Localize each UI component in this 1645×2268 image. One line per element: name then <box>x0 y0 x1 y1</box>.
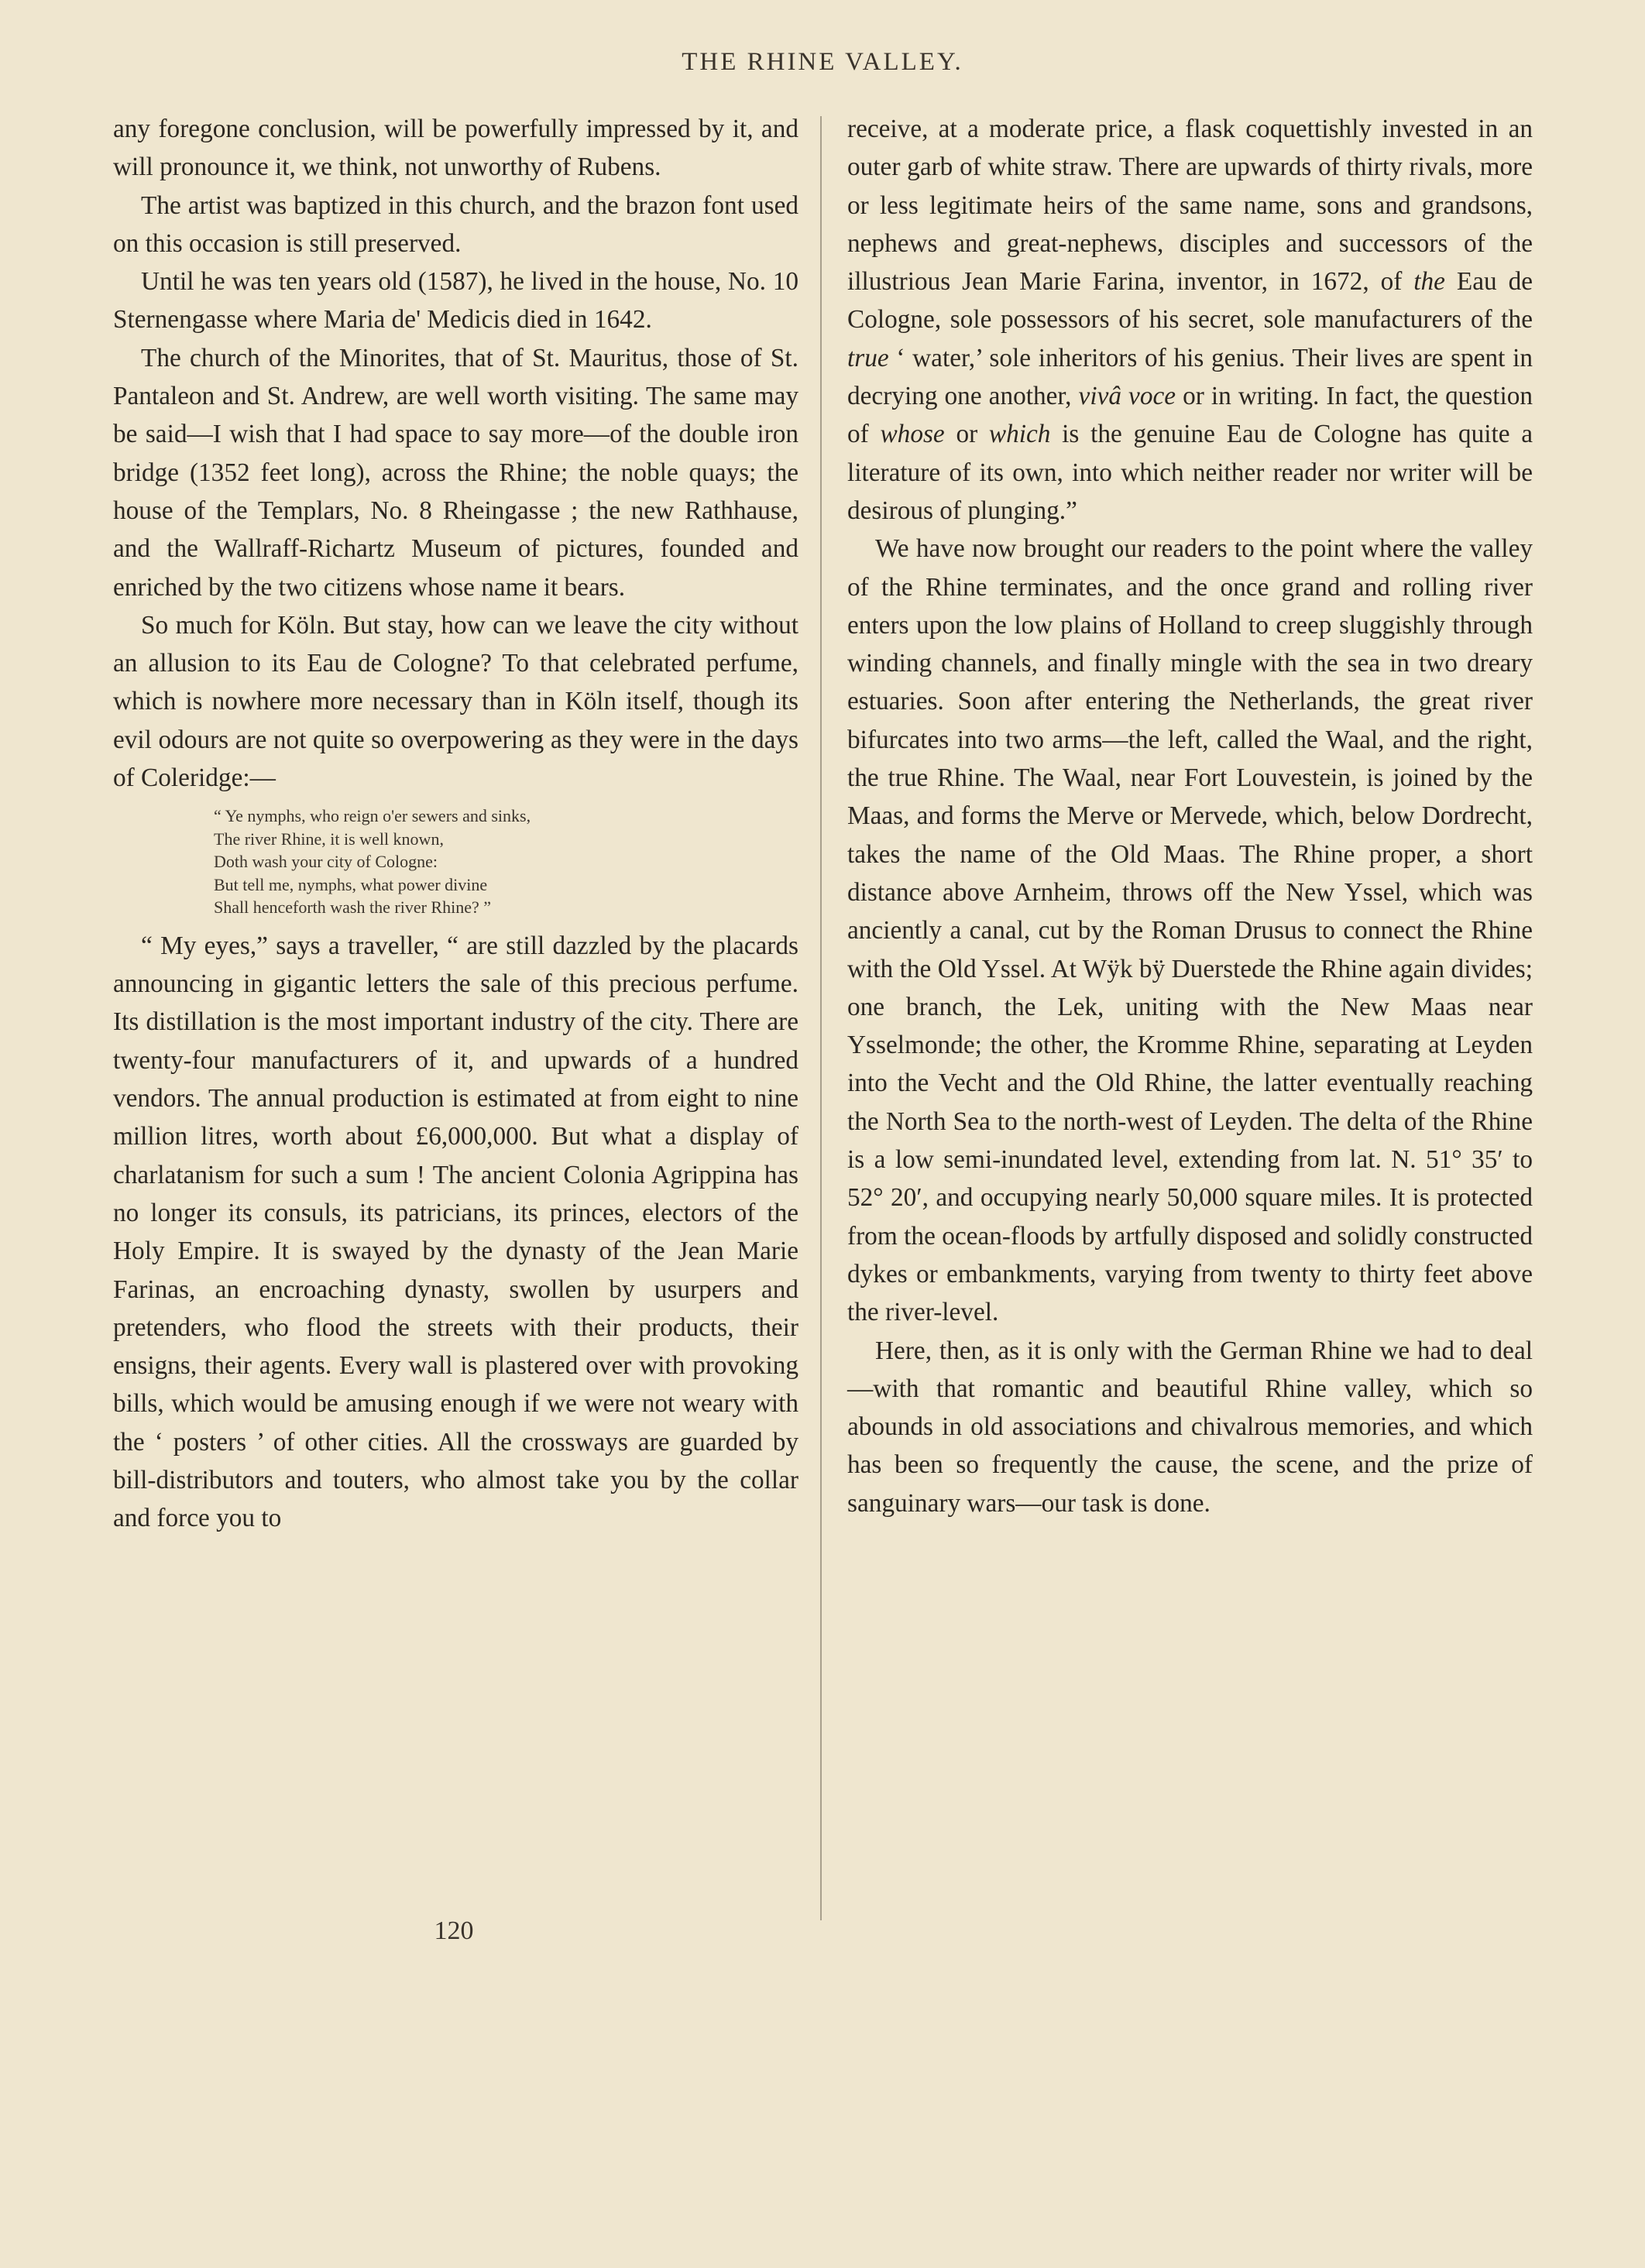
italic-text: whose <box>880 420 945 449</box>
paragraph: “ My eyes,” says a traveller, “ are still dazzled by the placards announcing in gigantic letters the sale of this precious perfume. Its distillation is the most important industry of the city. There are twenty-four manufacturers of it, and upwards of a hundred vendors. The annual production is estimated at from eight to nine million litres, worth about £6,000,000. But what a display of charlatanism for such a sum ! The ancient Colonia Agrippina has no longer its consuls, its patricians, its princes, electors of the Holy Empire. It is swayed by the dynasty of the Jean Marie Farinas, an encroaching dynasty, swollen by usurpers and pretenders, who flood the streets with their products, their ensigns, their agents. Every wall is plastered over with provoking bills, which would be amusing enough if we were not weary with the ‘ posters ’ of other cities. All the crossways are guarded by bill-distributors and touters, who almost take you by the collar and force you to <box>113 931 798 1533</box>
verse-line: The river Rhine, it is well known, <box>214 829 444 849</box>
text-run: receive, at a moderate price, a flask coquettishly invested in an outer garb of white straw. There are upwards of thirty rivals, more or less legitimate heirs of the same name, sons and grandsons, nephews and great-nephews, disciples and successors of the illustrious Jean Marie Farina, inventor, in 1672, of <box>847 115 1533 297</box>
paragraph: Here, then, as it is only with the German Rhine we had to deal—with that romantic and beautiful Rhine valley, which so abounds in old associations and chivalrous memories, and which has been so frequently the cause, the scene, and the prize of sanguinary wars—our task is done. <box>847 1336 1533 1518</box>
verse-line: But tell me, nymphs, what power divine <box>214 874 488 894</box>
verse-line: “ Ye nymphs, who reign o'er sewers and sinks, <box>214 806 531 826</box>
paragraph: The church of the Minorites, that of St. Mauritus, those of St. Pantaleon and St. Andrew, are well worth visiting. The same may be said—I wish that I had space to say more—of the double iron bridge (1352 feet long), across the Rhine; the noble quays; the house of the Templars, No. 8 Rheingasse ; the new Rathhause, and the Wallraff-Richartz Museum of pictures, founded and enriched by the two citizens whose name it bears. <box>113 343 798 602</box>
italic-text: the <box>1413 267 1445 297</box>
verse-line: Doth wash your city of Cologne: <box>214 852 438 872</box>
page-number: 120 <box>434 1916 474 1945</box>
text-run: or <box>944 420 989 449</box>
left-column <box>113 110 798 1538</box>
text-run: is the genuine Eau de Cologne has quite a literature of its own, into which neither reader nor writer will be desirous of plunging.” <box>847 420 1533 525</box>
verse-line: Shall henceforth wash the river Rhine? ” <box>214 897 491 918</box>
verse-quotation <box>214 805 798 919</box>
text-run: ‘ water,’ sole inheritors of his genius. Their lives are spent in decrying one another, <box>847 343 1533 411</box>
paragraph: We have now brought our readers to the point where the valley of the Rhine terminates, and the once grand and rolling river enters upon the low plains of Holland to creep sluggishly through winding channels, and finally mingle with the sea in two dreary estuaries. Soon after entering the Netherlands, the great river bifurcates into two arms—the left, called the Waal, and the right, the true Rhine. The Waal, near Fort Louvestein, is joined by the Maas, and forms the Merve or Mervede, which, below Dordrecht, takes the name of the Old Maas. The Rhine proper, a short distance above Arnheim, throws off the New Yssel, which was anciently a canal, cut by the Roman Drusus to connect the Rhine with the Old Yssel. At Wÿk bÿ Duerstede the Rhine again divides; one branch, the Lek, uniting with the New Maas near Ysselmonde; the other, the Kromme Rhine, separating at Leyden into the Vecht and the Old Rhine, the latter eventually reaching the North Sea to the north-west of Leyden. The delta of the Rhine is a low semi-inundated level, extending from lat. N. 51° 35′ to 52° 20′, and occupying nearly 50,000 square miles. It is protected from the ocean-floods by artfully disposed and solidly constructed dykes or embankments, varying from twenty to thirty feet above the river-level. <box>847 534 1533 1327</box>
paragraph: So much for Köln. But stay, how can we leave the city without an allusion to its Eau de Cologne? To that celebrated perfume, which is nowhere more necessary than in Köln itself, though its evil odours are not quite so overpowering as they were in the days of Coleridge:— <box>113 610 798 793</box>
right-column <box>847 110 1533 1522</box>
text-run: Eau de Cologne, sole possessors of his secret, sole manufacturers of the <box>847 267 1533 335</box>
paragraph: The artist was baptized in this church, and the brazon font used on this occasion is still preserved. <box>113 190 798 258</box>
page-title: THE RHINE VALLEY. <box>682 48 963 76</box>
italic-text: true <box>847 343 889 372</box>
italic-text: which <box>988 420 1051 449</box>
text-run: or in writing. In fact, the question of <box>847 382 1533 449</box>
paragraph: Until he was ten years old (1587), he lived in the house, No. 10 Sternengasse where Maria de' Medicis died in 1642. <box>113 267 798 335</box>
column-divider <box>820 116 822 1920</box>
paragraph: any foregone conclusion, will be powerfully impressed by it, and will pronounce it, we think, not unworthy of Rubens. <box>113 115 798 182</box>
italic-text: vivâ voce <box>1078 382 1176 411</box>
paragraph <box>847 110 1533 530</box>
